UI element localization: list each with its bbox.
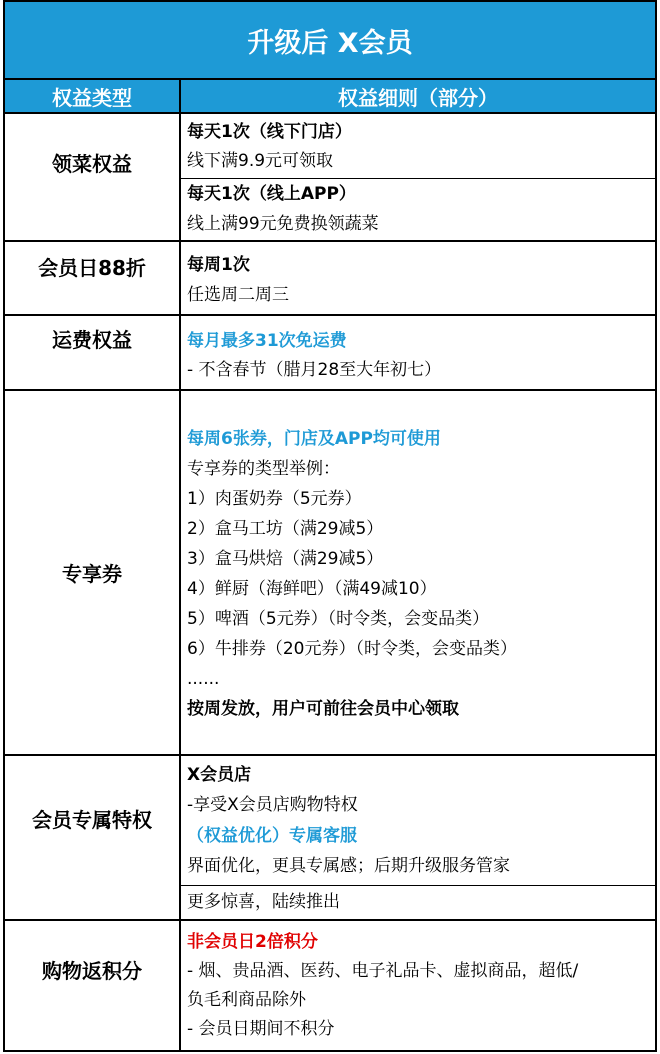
coupon-item: 1）肉蛋奶券（5元券） [187,489,362,509]
row-label-text: 领菜权益 [52,152,132,176]
cell-coupon [181,391,655,756]
header-benefit-details: 权益细则（部分） [181,80,655,114]
header-benefit-type: 权益类型 [5,80,181,114]
row-label-text: 会员专属特权 [32,808,152,832]
benefits-table [3,0,657,1052]
privilege-service-desc: 界面优化，更具专属感；后期升级服务管家 [187,856,510,876]
member-day-desc: 任选周二周三 [187,285,289,305]
vegetable-online-title: 每天1次（线上APP） [187,184,356,204]
cell-vegetable-offline [181,114,655,179]
row-label-text: 会员日88折 [38,256,146,280]
row-label-text: 运费权益 [52,328,132,352]
cell-member-day [181,242,655,316]
points-desc-2: 负毛利商品除外 [187,990,306,1010]
cell-vegetable-online [181,179,655,242]
coupon-footer: 按周发放，用户可前往会员中心领取 [187,699,459,719]
vegetable-offline-title: 每天1次（线下门店） [187,122,352,142]
coupon-intro: 专享券的类型举例： [187,459,340,479]
shipping-title: 每月最多31次免运费 [187,331,347,351]
cell-privilege-more [181,886,655,921]
privilege-store-desc: -享受X会员店购物特权 [187,795,358,815]
cell-points [181,921,655,1052]
member-day-title: 每周1次 [187,255,250,275]
row-label-privilege [5,756,181,921]
row-label-points [5,921,181,1052]
coupon-item: 3）盒马烘焙（满29减5） [187,549,384,569]
points-desc-1: - 烟、贵品酒、医药、电子礼品卡、虚拟商品，超低/ [187,961,579,981]
cell-privilege-main [181,756,655,886]
vegetable-offline-desc: 线下满9.9元可领取 [187,151,334,171]
coupon-ellipsis: ...... [187,669,220,689]
points-desc-3: - 会员日期间不积分 [187,1019,335,1039]
vegetable-online-desc: 线上满99元免费换领蔬菜 [187,214,379,234]
privilege-store-title: X会员店 [187,765,252,785]
row-label-member-day [5,242,181,316]
coupon-item: 2）盒马工坊（满29减5） [187,519,384,539]
coupon-item: 6）牛排券（20元券）（时令类，会变品类） [187,639,517,659]
cell-shipping [181,316,655,391]
coupon-title: 每周6张券，门店及APP均可使用 [187,429,441,449]
coupon-item: 4）鲜厨（海鲜吧）（满49减10） [187,579,437,599]
privilege-service-title: （权益优化）专属客服 [187,826,357,846]
privilege-more: 更多惊喜，陆续推出 [187,892,340,912]
shipping-desc: - 不含春节（腊月28至大年初七） [187,360,442,380]
row-label-coupon [5,391,181,756]
row-label-text: 专享券 [62,562,122,586]
row-label-vegetable [5,114,181,242]
coupon-item: 5）啤酒（5元券）（时令类，会变品类） [187,609,490,629]
row-label-text: 购物返积分 [42,959,142,983]
points-title: 非会员日2倍积分 [187,932,318,952]
row-label-shipping [5,316,181,391]
table-title: 升级后 X会员 [5,2,655,80]
